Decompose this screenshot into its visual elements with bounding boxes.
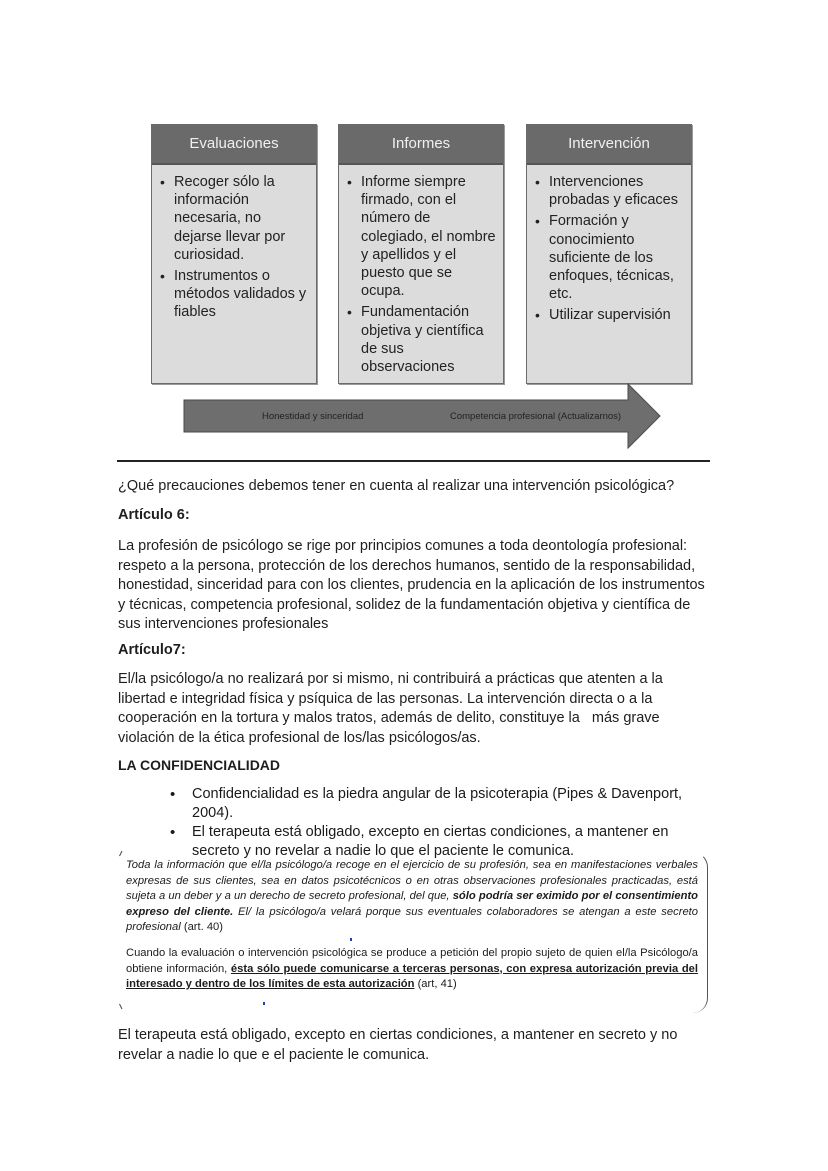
arrow-label-honesty: Honestidad y sinceridad: [262, 411, 364, 422]
question-text: ¿Qué precauciones debemos tener en cuenta al realizar una intervención psicológica?: [118, 478, 675, 494]
section-divider: [117, 460, 710, 462]
intervencion-box: [526, 124, 692, 384]
box-item: • Utilizar supervisión: [549, 306, 685, 324]
box-header: Informes: [339, 125, 503, 165]
evaluaciones-box: [151, 124, 317, 384]
box-list: [527, 173, 691, 325]
box-item: • Intervenciones probadas y eficaces: [549, 173, 685, 209]
marker-dot-icon: [350, 938, 352, 941]
article-reference: (art, 41): [414, 978, 457, 991]
closing-paragraph: El terapeuta está obligado, excepto en ciertas condiciones, a mantener en secreto y no revelar a nadie lo que e el paciente le comunica.: [118, 1027, 678, 1063]
confidentiality-bullet: • El terapeuta está obligado, excepto en ciertas condiciones, a mantener en secreto y no revelar a nadie lo que el paciente le comunica.: [170, 823, 715, 861]
quote-text: El/ la psicólogo/a velará porque sus eventuales colaboradores se atengan a este secreto profesional: [126, 905, 698, 934]
quote-text: Cuando la evaluación o intervención psicológica se produce a petición del propio sujeto de quien el/la Psicólogo/a obtiene información,: [126, 947, 698, 975]
confidentiality-heading: LA CONFIDENCIALIDAD: [118, 757, 281, 773]
confidentiality-bullet: • Confidencialidad es la piedra angular de la psicoterapia (Pipes & Davenport, 2004).: [170, 785, 715, 823]
box-item: • Recoger sólo la información necesaria, no dejarse llevar por curiosidad.: [174, 173, 310, 264]
box-list: [339, 173, 503, 376]
box-header: Intervención: [527, 125, 691, 165]
quote-text: Toda la información que el/la psicólogo/a recoge en el ejercicio de su profesión, sea en manifestaciones verbales expresas de sus clientes, sea en datos psicotécnicos o en otras observaciones profesionales practicadas, está sujeta a un deber y a un derecho de secreto profesional, del que,: [126, 859, 698, 903]
box-item: • Instrumentos o métodos validados y fiables: [174, 267, 310, 322]
article-reference: (art. 40): [180, 921, 224, 934]
left-bracket-mark-icon: [118, 850, 124, 1010]
arrow-label-competence: Competencia profesional (Actualizarnos): [450, 411, 622, 422]
article-6-heading: Artículo 6:: [118, 507, 190, 523]
marker-dot-icon: [263, 1002, 265, 1005]
box-list: [152, 173, 316, 322]
box-header: Evaluaciones: [152, 125, 316, 165]
article-6-body: La profesión de psicólogo se rige por principios comunes a toda deontología profesional: respeto a la persona, protección de los derechos humanos, sentido de la responsabilidad, honestidad, sinceridad para con los clientes, prudencia en la aplicación de los instrumentos y técnicas, competencia profesional, solidez de la fundamentación objetiva y científica de sus intervenciones profesionales: [118, 538, 705, 632]
article-41-quote: [126, 946, 698, 993]
article-7-body: El/la psicólogo/a no realizará por si mismo, ni contribuirá a prácticas que atenten a la libertad e integridad física y psíquica de las personas. La intervención directa o a la cooperación en la tortura y malos tratos, además de delito, constituye la más grave violación de la ética profesional de los/las psicólogos/as.: [118, 671, 667, 746]
quoted-articles-box: [118, 850, 706, 1012]
box-item: • Formación y conocimiento suficiente de los enfoques, técnicas, etc.: [549, 212, 685, 303]
ethics-diagram: [150, 124, 692, 454]
box-item: • Fundamentación objetiva y científica de sus observaciones: [361, 303, 497, 376]
quote-underlined: ésta sólo puede comunicarse a terceras personas, con expresa autorización previa del interesado y dentro de los límites de esta autorización: [126, 962, 698, 991]
article-40-quote: [126, 858, 698, 936]
informes-box: [338, 124, 504, 384]
article-7-heading: Artículo7:: [118, 642, 186, 658]
quote-emphasis: sólo podría ser eximido por el consentimiento expreso del cliente.: [126, 890, 698, 918]
box-item: • Informe siempre firmado, con el número de colegiado, el nombre y apellidos y el puesto que se ocupa.: [361, 173, 497, 300]
